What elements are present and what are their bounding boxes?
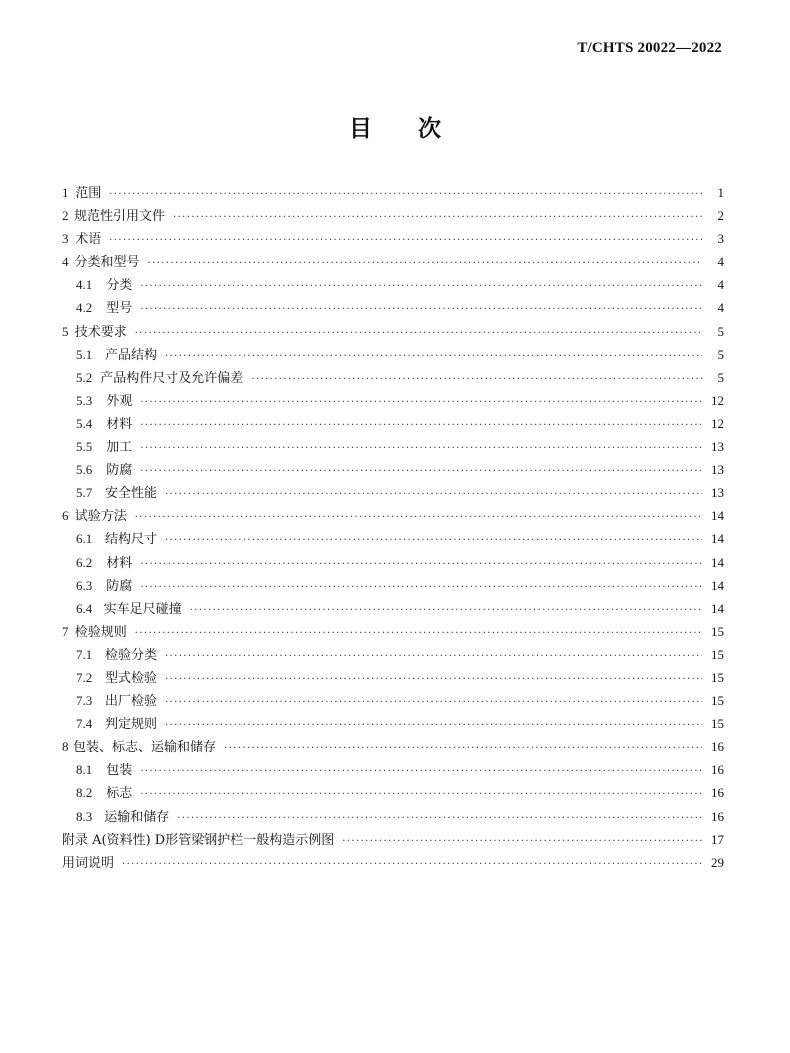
- dot-leader: [140, 576, 702, 599]
- dot-leader: [190, 599, 702, 622]
- toc-entry[interactable]: [62, 527, 724, 550]
- toc-entry-title: 包装: [106, 763, 133, 779]
- toc-entry-title: 附录 A(资料性) D形管梁钢护栏一般构造示例图: [62, 832, 335, 848]
- toc-entry[interactable]: [62, 828, 724, 851]
- toc-entry-number: 5.7: [76, 485, 93, 501]
- toc-entry[interactable]: [62, 227, 724, 250]
- table-of-contents: [62, 181, 724, 874]
- toc-entry-title: 产品结构: [104, 347, 157, 363]
- toc-entry-page: 12: [711, 415, 724, 431]
- toc-entry-page: 15: [711, 623, 724, 639]
- dot-leader: [342, 830, 702, 853]
- toc-entry[interactable]: [62, 504, 724, 527]
- toc-entry-title: 防腐: [106, 463, 133, 479]
- toc-entry[interactable]: [62, 204, 724, 227]
- toc-entry[interactable]: [62, 620, 724, 643]
- toc-entry-number: 7: [62, 623, 69, 639]
- toc-entry-number: 5.2: [76, 369, 93, 385]
- dot-leader: [140, 460, 702, 483]
- dot-leader: [135, 322, 702, 345]
- toc-entry-title: 加工: [106, 440, 133, 456]
- toc-entry[interactable]: [62, 758, 724, 781]
- toc-entry-page: 13: [711, 462, 724, 478]
- dot-leader: [135, 506, 702, 529]
- toc-entry-page: 14: [711, 577, 724, 593]
- toc-entry-number: 8.2: [76, 785, 93, 801]
- toc-entry-page: 12: [711, 392, 724, 408]
- toc-entry-title: 安全性能: [104, 486, 157, 502]
- toc-entry-page: 15: [711, 646, 724, 662]
- toc-entry[interactable]: [62, 389, 724, 412]
- toc-entry-page: 4: [717, 277, 724, 293]
- toc-entry-title: 技术要求: [74, 324, 127, 340]
- toc-entry[interactable]: [62, 597, 724, 620]
- toc-entry-page: 16: [711, 785, 724, 801]
- toc-entry-title: 标志: [106, 786, 133, 802]
- toc-entry[interactable]: [62, 781, 724, 804]
- toc-entry[interactable]: [62, 735, 724, 758]
- toc-entry-page: 14: [711, 600, 724, 616]
- dot-leader: [177, 807, 702, 830]
- toc-entry-number: 5.5: [76, 439, 93, 455]
- toc-entry-title: 实车足尺碰撞: [103, 601, 182, 617]
- toc-entry-page: 4: [717, 254, 724, 270]
- dot-leader: [147, 252, 702, 275]
- toc-entry-title: 术语: [75, 232, 102, 248]
- toc-entry[interactable]: [62, 574, 724, 597]
- toc-entry-number: 5: [62, 323, 69, 339]
- dot-leader: [140, 414, 702, 437]
- toc-entry-number: 4: [62, 254, 69, 270]
- toc-entry-number: 2: [62, 208, 69, 224]
- toc-entry[interactable]: [62, 412, 724, 435]
- toc-entry-number: 3: [62, 231, 69, 247]
- dot-leader: [173, 206, 702, 229]
- dot-leader: [165, 645, 702, 668]
- toc-entry-number: 8: [62, 739, 69, 755]
- dot-leader: [165, 483, 702, 506]
- document-code: T/CHTS 20022—2022: [577, 40, 722, 56]
- toc-entry[interactable]: [62, 273, 724, 296]
- toc-entry-title: 型号: [106, 301, 133, 317]
- toc-entry-title: 范围: [75, 186, 102, 201]
- toc-entry[interactable]: [62, 712, 724, 735]
- dot-leader: [165, 668, 702, 691]
- toc-entry[interactable]: [62, 805, 724, 828]
- toc-entry-number: 4.2: [76, 300, 93, 316]
- title-char-1: 目: [349, 115, 372, 142]
- toc-entry-title: 规范性引用文件: [73, 209, 165, 225]
- dot-leader: [140, 298, 702, 321]
- dot-leader: [165, 345, 702, 368]
- title-char-2: 次: [418, 115, 441, 142]
- toc-entry-page: 16: [711, 739, 724, 755]
- toc-entry-number: 8.1: [76, 762, 93, 778]
- toc-entry-number: 6.4: [76, 600, 93, 616]
- toc-entry[interactable]: [62, 689, 724, 712]
- toc-entry-title: 分类和型号: [74, 255, 140, 271]
- toc-entry-page: 4: [717, 300, 724, 316]
- toc-entry-title: 试验方法: [74, 509, 127, 525]
- toc-entry-title: 检验分类: [104, 647, 157, 663]
- toc-entry-number: 7.2: [76, 669, 93, 685]
- toc-entry-page: 29: [711, 854, 724, 870]
- page-title: [0, 110, 790, 143]
- toc-entry-title: 型式检验: [104, 670, 157, 686]
- toc-entry-page: 17: [711, 831, 724, 847]
- toc-entry[interactable]: [62, 320, 724, 343]
- toc-entry[interactable]: [62, 666, 724, 689]
- toc-entry-page: 1: [717, 185, 724, 200]
- toc-entry-number: 4.1: [76, 277, 93, 293]
- toc-entry[interactable]: [62, 551, 724, 574]
- toc-entry-number: 7.4: [76, 716, 93, 732]
- toc-entry-title: 分类: [106, 278, 133, 294]
- toc-entry[interactable]: [62, 481, 724, 504]
- toc-entry-page: 14: [711, 554, 724, 570]
- toc-entry-number: 6.3: [76, 577, 93, 593]
- toc-entry-page: 15: [711, 669, 724, 685]
- toc-entry[interactable]: [62, 643, 724, 666]
- toc-entry-title: 产品构件尺寸及允许偏差: [100, 370, 244, 386]
- toc-entry-page: 16: [711, 808, 724, 824]
- toc-entry[interactable]: [62, 181, 724, 204]
- toc-entry-page: 13: [711, 485, 724, 501]
- toc-entry-number: 5.6: [76, 462, 93, 478]
- toc-entry-title: 材料: [106, 555, 133, 571]
- toc-entry-page: 5: [717, 369, 724, 385]
- toc-entry[interactable]: [62, 435, 724, 458]
- toc-entry-page: 14: [711, 531, 724, 547]
- toc-entry[interactable]: [62, 296, 724, 319]
- dot-leader: [135, 622, 702, 645]
- dot-leader: [109, 183, 702, 206]
- dot-leader: [251, 368, 702, 391]
- toc-entry-title: 出厂检验: [104, 694, 157, 710]
- toc-entry-page: 15: [711, 716, 724, 732]
- toc-entry[interactable]: [62, 851, 724, 874]
- toc-entry-number: 1: [62, 185, 69, 200]
- dot-leader: [165, 691, 702, 714]
- toc-entry-title: 包装、标志、运输和储存: [73, 740, 217, 756]
- toc-entry-title: 检验规则: [74, 624, 127, 640]
- dot-leader: [140, 437, 702, 460]
- toc-entry-page: 16: [711, 762, 724, 778]
- dot-leader: [165, 529, 702, 552]
- dot-leader: [165, 714, 702, 737]
- toc-entry-number: 8.3: [76, 808, 93, 824]
- dot-leader: [122, 853, 702, 876]
- toc-entry-number: 6: [62, 508, 69, 524]
- toc-entry-title: 运输和储存: [104, 809, 170, 825]
- dot-leader: [140, 760, 702, 783]
- toc-entry-title: 防腐: [106, 578, 133, 594]
- toc-entry-page: 5: [717, 346, 724, 362]
- dot-leader: [140, 783, 702, 806]
- dot-leader: [140, 391, 702, 414]
- toc-entry-number: 5.3: [76, 392, 93, 408]
- toc-entry-title: 用词说明: [62, 855, 115, 871]
- toc-entry-page: 15: [711, 693, 724, 709]
- toc-entry[interactable]: [62, 250, 724, 273]
- toc-entry[interactable]: [62, 366, 724, 389]
- dot-leader: [140, 553, 702, 576]
- dot-leader: [109, 229, 702, 252]
- toc-entry-page: 3: [717, 231, 724, 247]
- toc-entry-number: 5.1: [76, 346, 93, 362]
- toc-entry[interactable]: [62, 458, 724, 481]
- toc-entry-title: 结构尺寸: [104, 532, 157, 548]
- toc-entry-title: 材料: [106, 416, 133, 432]
- toc-entry[interactable]: [62, 343, 724, 366]
- toc-entry-page: 2: [717, 208, 724, 224]
- toc-entry-number: 5.4: [76, 415, 93, 431]
- toc-entry-page: 14: [711, 508, 724, 524]
- toc-entry-number: 6.2: [76, 554, 93, 570]
- toc-entry-page: 5: [717, 323, 724, 339]
- dot-leader: [140, 275, 702, 298]
- toc-entry-number: 7.1: [76, 646, 93, 662]
- toc-entry-number: 6.1: [76, 531, 93, 547]
- toc-entry-title: 判定规则: [104, 717, 157, 733]
- toc-entry-title: 外观: [106, 393, 133, 409]
- toc-entry-page: 13: [711, 439, 724, 455]
- toc-entry-number: 7.3: [76, 693, 93, 709]
- dot-leader: [224, 737, 702, 760]
